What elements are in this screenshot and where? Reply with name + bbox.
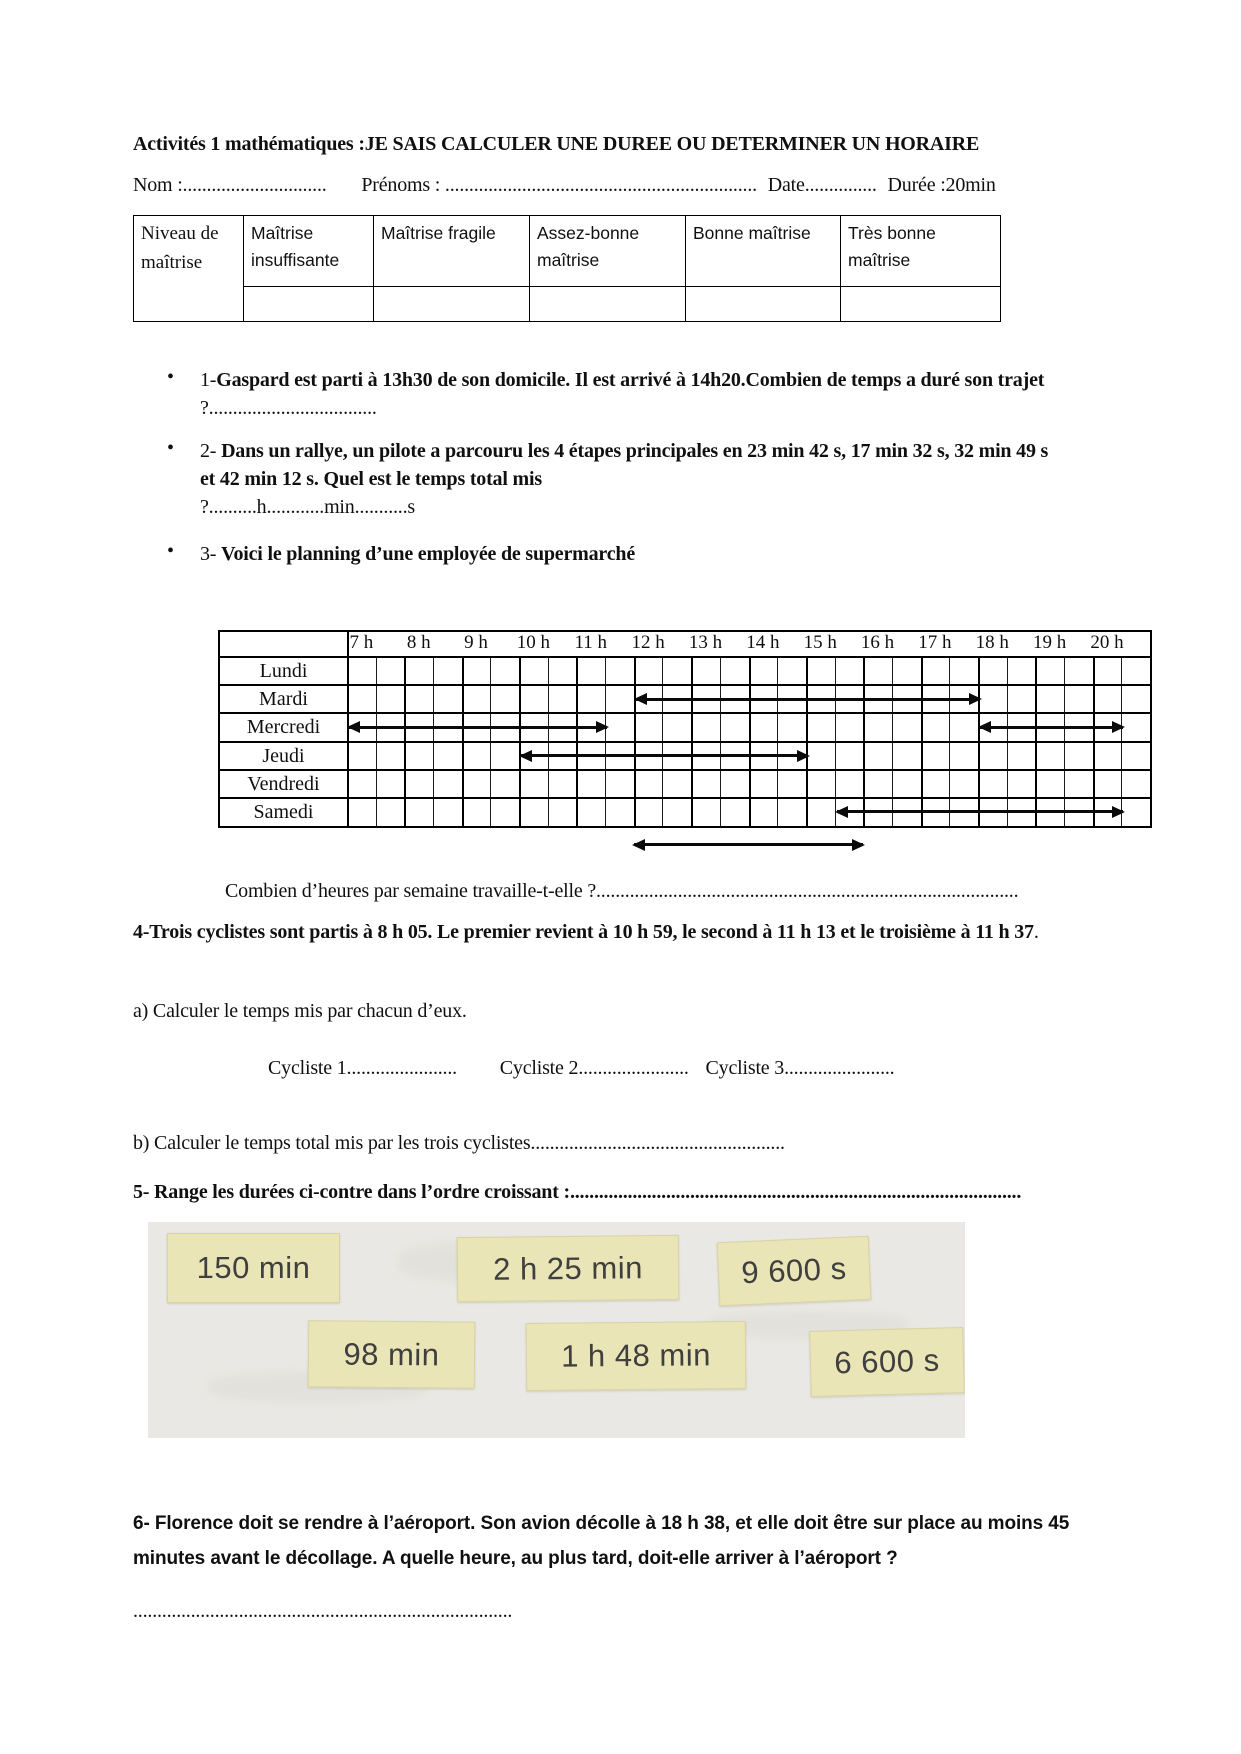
duration-card: 9 600 s [717, 1236, 872, 1307]
question-3 [167, 540, 1070, 568]
question-4b: b) Calculer le temps total mis par les trois cyclistes..................................................... [133, 1132, 785, 1154]
question-1-answer-dots: ?................................... [200, 397, 377, 419]
mastery-col-5: Très bonne maîtrise [841, 216, 1001, 287]
question-4 [133, 916, 1113, 948]
work-schedule-chart [218, 630, 1152, 868]
day-label: Mercredi [246, 716, 321, 739]
mastery-row-label: Niveau de maîtrise [134, 216, 244, 322]
hour-label: 18 h [975, 632, 1009, 653]
cyclist-3-blank: Cycliste 3....................... [705, 1057, 895, 1079]
question-3-number: 3- [200, 543, 222, 565]
hour-label: 12 h [631, 632, 665, 653]
duration-field: Durée :20min [887, 174, 996, 196]
duration-card: 98 min [308, 1320, 476, 1388]
day-label: Jeudi [262, 744, 305, 767]
cyclist-2-blank: Cycliste 2....................... [499, 1057, 689, 1079]
day-label: Vendredi [247, 772, 320, 795]
question-4-text: 4-Trois cyclistes sont partis à 8 h 05. Le premier revient à 10 h 59, le second à 11 h 13 et le troisième à 11 h 37 [133, 921, 1034, 943]
student-header-line [133, 174, 996, 197]
cyclists-answer-line [268, 1057, 894, 1080]
hour-label: 9 h [464, 632, 488, 653]
question-2-text: Dans un rallye, un pilote a parcouru les 4 étapes principales en 23 min 42 s, 17 min 32 s, 32 min 49 s et 42 min 12 s. Quel est le temps total mis [200, 440, 1049, 490]
schedule-question: Combien d’heures par semaine travaille-t-elle ?........................................................................................ [225, 880, 1019, 902]
grid-row-line [220, 656, 1150, 658]
name-field: Nom :.............................. [133, 174, 327, 196]
day-label: Samedi [253, 800, 314, 823]
durations-photo [148, 1222, 965, 1438]
day-label: Lundi [259, 660, 308, 683]
grid-row-line [220, 741, 1150, 743]
day-label: Mardi [259, 688, 308, 711]
bullet-icon: • [167, 366, 175, 388]
hour-label: 20 h [1090, 632, 1124, 653]
hour-label: 13 h [688, 632, 723, 653]
mastery-col-4: Bonne maîtrise [686, 216, 841, 287]
hour-label: 16 h [860, 632, 895, 653]
schedule-arrow [636, 698, 980, 701]
hour-label: 14 h [746, 632, 780, 653]
duration-card: 1 h 48 min [526, 1321, 747, 1391]
question-3-text: Voici le planning d’une employée de supermarché [221, 543, 636, 565]
bullet-icon: • [167, 437, 175, 459]
grid-row-line [220, 684, 1150, 686]
question-6: 6- Florence doit se rendre à l’aéroport. Son avion décolle à 18 h 38, et elle doit être sur place au moins 45 minutes avant le décollage. A quelle heure, au plus tard, doit-elle arriver à l’aéroport ? [133, 1513, 1070, 1569]
hour-label: 19 h [1033, 632, 1067, 653]
question-6-answer-dots: ............................................................................... [133, 1600, 513, 1622]
grid-row-line [220, 769, 1150, 771]
duration-card: 6 600 s [809, 1327, 965, 1397]
schedule-grid [218, 630, 1152, 828]
question-5-text: 5- Range les durées ci-contre dans l’ordre croissant : [133, 1181, 570, 1203]
question-4a: a) Calculer le temps mis par chacun d’eux. [133, 1000, 467, 1022]
duration-card: 150 min [167, 1233, 340, 1303]
hour-label: 15 h [803, 632, 837, 653]
cyclist-1-blank: Cycliste 1....................... [268, 1057, 457, 1079]
grid-row-line [220, 797, 1150, 799]
hour-label: 7 h [349, 632, 374, 653]
grid-row-line [220, 712, 1150, 714]
schedule-arrow [521, 754, 808, 757]
question-1-text: Gaspard est parti à 13h30 de son domicile. Il est arrivé à 14h20.Combien de temps a duré son trajet [216, 369, 1045, 391]
hour-label: 17 h [918, 632, 952, 653]
hour-label: 8 h [406, 632, 431, 653]
hour-label: 11 h [574, 632, 608, 653]
firstname-field: Prénoms : ................................................................. [361, 174, 757, 196]
question-1-number: 1- [200, 369, 217, 391]
question-5 [133, 1181, 1021, 1204]
question-5-answer-dots: .............................................................................................. [569, 1181, 1022, 1203]
mastery-empty-row [134, 287, 1001, 322]
schedule-arrow [837, 810, 1124, 813]
schedule-arrow [349, 726, 607, 729]
mastery-col-1: Maîtrise insuffisante [244, 216, 374, 287]
schedule-arrow [634, 843, 863, 846]
bullet-icon: • [167, 540, 175, 562]
schedule-arrow [980, 726, 1123, 729]
question-1 [167, 366, 1050, 422]
hour-label: 10 h [516, 632, 551, 653]
mastery-col-3: Assez-bonne maîtrise [530, 216, 686, 287]
question-4-period: . [1033, 921, 1039, 943]
question-2-answer-dots: ?..........h............min...........s [200, 496, 415, 518]
mastery-table [133, 215, 1001, 322]
mastery-col-2: Maîtrise fragile [374, 216, 530, 287]
worksheet-title: Activités 1 mathématiques :JE SAIS CALCULER UNE DUREE OU DETERMINER UN HORAIRE [133, 133, 980, 155]
duration-card: 2 h 25 min [457, 1235, 680, 1302]
question-2-number: 2- [200, 440, 222, 462]
question-2 [167, 437, 1065, 521]
date-field: Date............... [767, 174, 877, 196]
